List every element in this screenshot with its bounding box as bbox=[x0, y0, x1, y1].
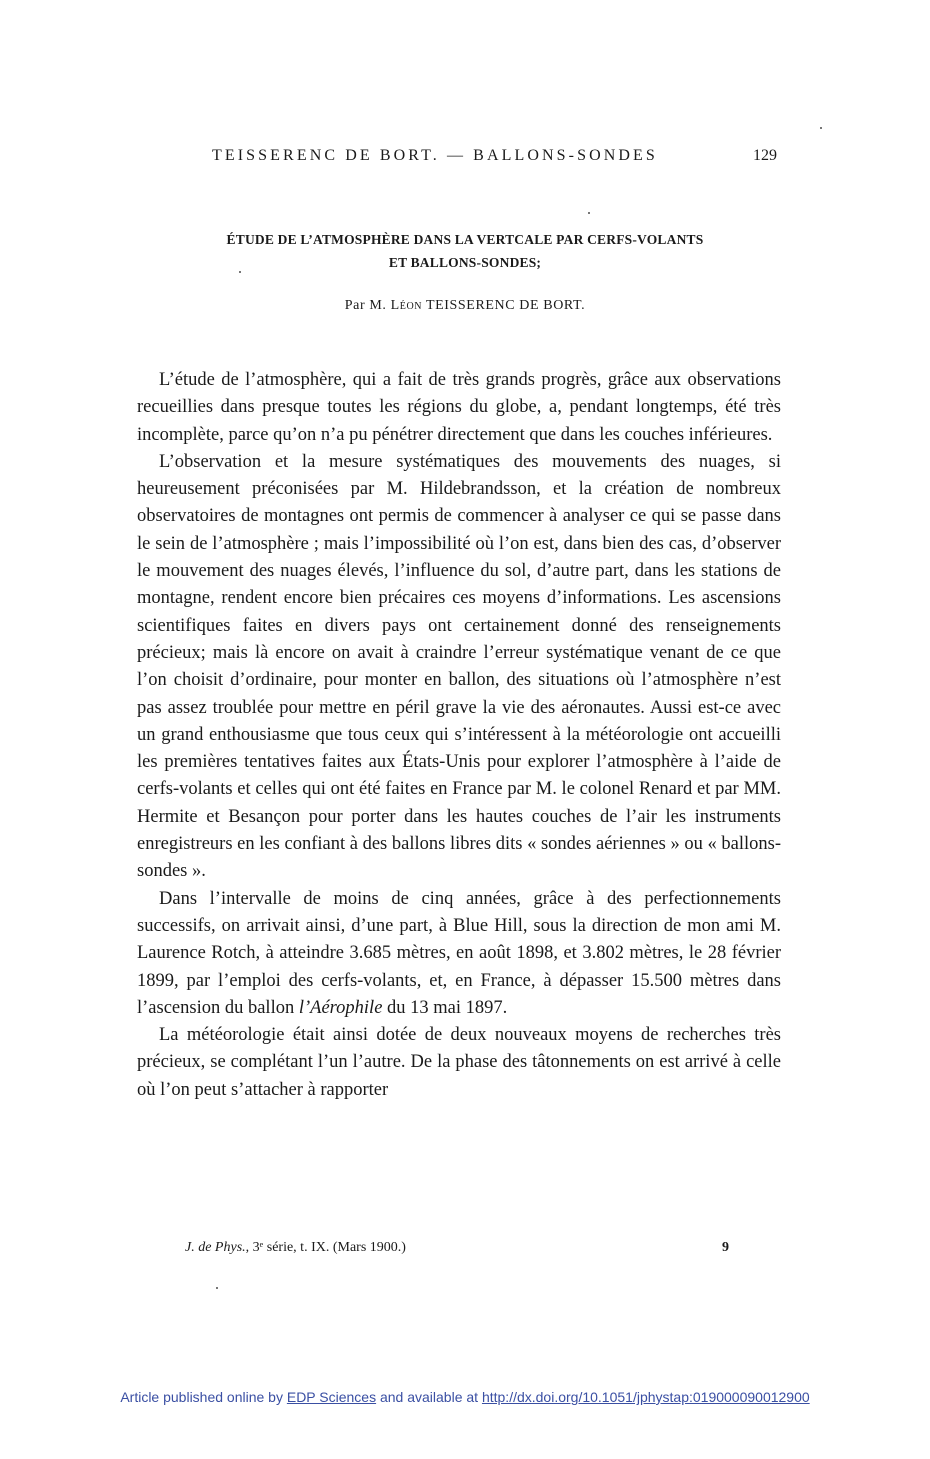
paragraph-1: L’étude de l’atmosphère, qui a fait de très grands progrès, grâce aux observations recueillies dans presque toutes les régions du globe, a, pendant longtemps, été très incomplète, parce qu’on n’a pu pénétrer directement que dans les couches inférieures. bbox=[137, 370, 781, 445]
article-title bbox=[150, 228, 780, 274]
byline bbox=[150, 298, 780, 314]
journal-abbrev: J. de Phys. bbox=[185, 1240, 246, 1255]
journal-footer bbox=[185, 1240, 745, 1262]
paragraph-4: La météorologie était ainsi dotée de deux nouveaux moyens de recherches très précieux, se complétant l’un l’autre. De la phase des tâtonnements on est arrivé à celle où l’on peut s’attacher à rapporter bbox=[137, 1025, 781, 1100]
paragraph-3 bbox=[137, 886, 781, 1022]
paragraph-2: L’observation et la mesure systématiques des mouvements des nuages, si heureusement préconisées par M. Hildebrandsson, et la création de nombreux observatoires de montagnes ont permis de commencer à analyser ce qui se passe dans le sein de l’atmosphère ; mais l’impossibilité où l’on est, dans bien des cas, d’observer le mouvement des nuages élevés, l’influence du sol, d’autre part, dans les stations de montagne, rendent encore bien précaires ces moyens d’informations. Les ascensions scientifiques faites en divers pays ont certainement donné des renseignements précieux; mais là encore on avait à craindre l’erreur systématique venant de ce que l’on choisit d’ordinaire, pour monter en ballon, des situations où l’atmosphère n’est pas assez troublée pour mettre en péril grave la vie des aéronautes. Aussi est-ce avec un grand enthousiasme que tous ceux qui s’intéressent à la météorologie ont accueilli les premières tentatives faites aux États-Unis pour explorer l’atmosphère à l’aide de cerfs-volants et celles qui ont été faites en France par M. le colonel Renard et par MM. Hermite et Besançon pour porter dans les hautes couches de l’air les instruments enregistreurs en les confiant à des ballons libres dits « sondes aériennes » ou « ballons-sondes ». bbox=[137, 451, 781, 882]
byline-first-name: Léon bbox=[390, 298, 423, 313]
article-body bbox=[137, 367, 781, 1104]
scan-speck bbox=[588, 212, 590, 214]
page-number: 129 bbox=[753, 147, 777, 164]
publisher-link[interactable]: EDP Sciences bbox=[286, 1389, 377, 1405]
ship-name-italic: l’Aérophile bbox=[298, 997, 383, 1018]
article-title-line-2: ET BALLONS-SONDES; bbox=[388, 255, 542, 270]
scan-speck bbox=[216, 1287, 218, 1289]
signature-number: 9 bbox=[722, 1240, 729, 1255]
scan-speck bbox=[239, 271, 241, 273]
publisher-note bbox=[0, 1389, 930, 1405]
running-head bbox=[0, 147, 930, 173]
citation-details: , 3ᵉ série, t. IX. (Mars 1900.) bbox=[245, 1240, 406, 1255]
byline-last-name: TEISSERENC DE BORT. bbox=[425, 298, 586, 313]
journal-citation bbox=[185, 1240, 406, 1256]
article-title-line-1: ÉTUDE DE L’ATMOSPHÈRE DANS LA VERTCALE PAR CERFS-VOLANTS bbox=[226, 232, 704, 247]
doi-link[interactable]: http://dx.doi.org/10.1051/jphystap:019000090012900 bbox=[481, 1389, 810, 1405]
paragraph-3-text: Dans l’intervalle de moins de cinq années, grâce à des perfectionnements successifs, on arrivait ainsi, d’une part, à Blue Hill, sous la direction de mon ami M. Laurence Rotch, à atteindre 3.685 mètres, en août 1898, et 3.802 mètres, le 28 février 1899, par l’emploi des cerfs-volants, et, en France, à dépasser 15.500 mètres dans l’ascension du ballon bbox=[137, 888, 781, 1018]
publisher-prefix: Article published online by bbox=[120, 1389, 287, 1405]
scan-speck bbox=[820, 127, 822, 129]
paragraph-3-end: du 13 mai 1897. bbox=[382, 997, 508, 1018]
publisher-middle: and available at bbox=[376, 1389, 482, 1405]
byline-prefix: Par M. bbox=[344, 298, 387, 313]
running-title: TEISSERENC DE BORT. — BALLONS-SONDES bbox=[212, 147, 658, 164]
